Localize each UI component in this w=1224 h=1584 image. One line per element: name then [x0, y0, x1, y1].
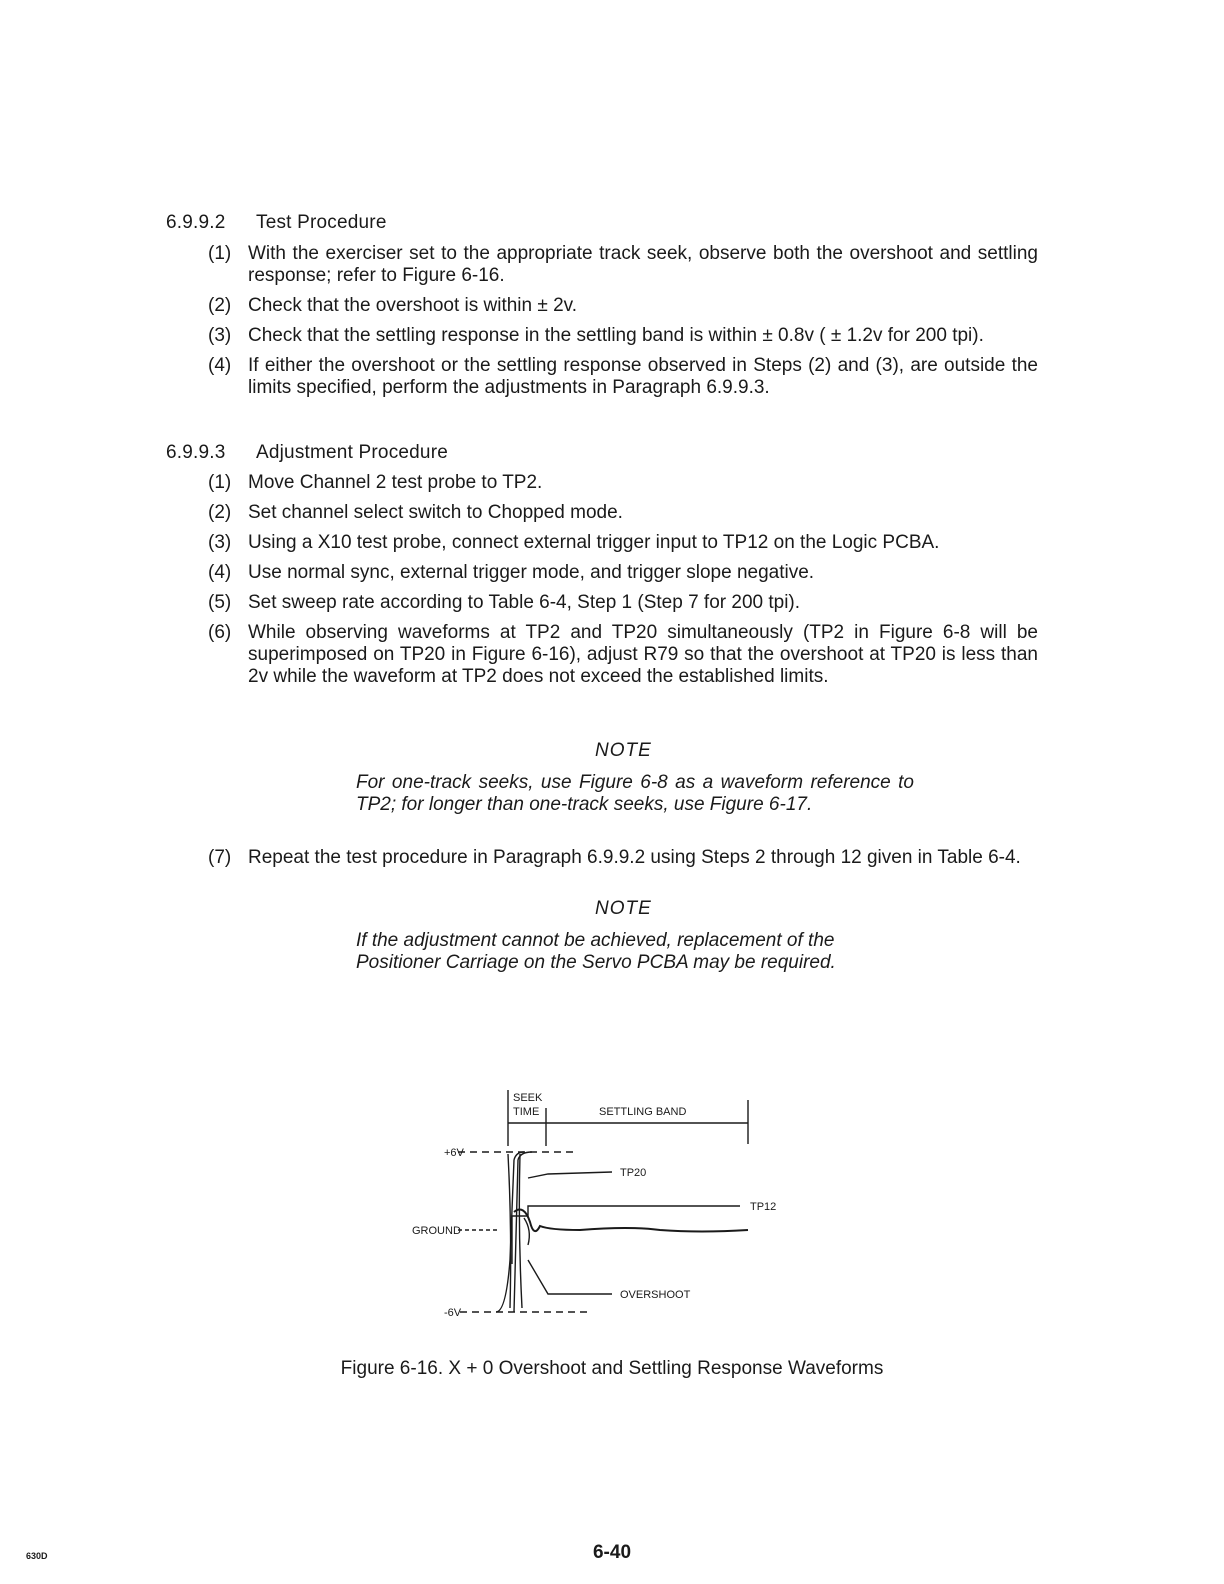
list-item: [208, 562, 1038, 584]
step-number: (7): [208, 847, 232, 868]
step-number: (6): [208, 622, 232, 643]
step-text: Repeat the test procedure in Paragraph 6.9.9.2 using Steps 2 through 12 given in Table 6-4.: [248, 847, 1021, 868]
list-item: [208, 472, 1038, 494]
page-number: 6-40: [592, 1542, 632, 1563]
overshoot-curve: [524, 1218, 529, 1245]
list-item: [208, 592, 1038, 614]
step-text: While observing waveforms at TP2 and TP20 simultaneously (TP2 in Figure 6-8 will be superimposed on TP20 in Figure 6-16), adjust R79 so that the overshoot at TP20 is less than 2v while the waveform at TP2 does not exceed the established limits.: [248, 622, 1038, 687]
step-text: If either the overshoot or the settling response observed in Steps (2) and (3), are outside the limits specified, perform the adjustments in Paragraph 6.9.9.3.: [248, 355, 1038, 398]
tp12-label: TP12: [750, 1201, 777, 1213]
list-item: [208, 847, 1038, 869]
time-label: TIME: [513, 1106, 540, 1118]
minus6v-label: -6V: [444, 1307, 462, 1319]
step-number: (3): [208, 532, 232, 553]
settling-band-label: SETTLING BAND: [599, 1106, 687, 1118]
list-item: [208, 502, 1038, 524]
note-text: For one-track seeks, use Figure 6-8 as a waveform reference to TP2; for longer than one-track seeks, use Figure 6-17.: [356, 772, 914, 815]
section-heading-adjustment-procedure: [166, 442, 448, 464]
overshoot-label: OVERSHOOT: [620, 1289, 691, 1301]
step-number: (4): [208, 562, 232, 583]
tp20-label: TP20: [620, 1167, 647, 1179]
step-number: (5): [208, 592, 232, 613]
step-number: (1): [208, 472, 232, 493]
list-item: [208, 532, 1038, 554]
section-heading-test-procedure: [166, 212, 387, 234]
waveform-figure: [400, 1080, 800, 1320]
model-mark: 630D: [26, 1551, 48, 1561]
adjustment-procedure-steps: [208, 472, 1038, 696]
step-text: With the exerciser set to the appropriate track seek, observe both the overshoot and settling response; refer to Figure 6-16.: [248, 243, 1038, 286]
step-number: (2): [208, 295, 232, 316]
seek-label: SEEK: [513, 1092, 543, 1104]
tp12-trace: [512, 1206, 740, 1264]
list-item: [208, 622, 1038, 688]
step-number: (4): [208, 355, 232, 376]
section-title: Adjustment Procedure: [256, 442, 448, 463]
note-title: NOTE: [595, 898, 652, 919]
step-text: Move Channel 2 test probe to TP2.: [248, 472, 543, 493]
adjustment-procedure-step-7: [208, 847, 1038, 877]
step-text: Use normal sync, external trigger mode, and trigger slope negative.: [248, 562, 815, 583]
step-number: (3): [208, 325, 232, 346]
step-text: Set channel select switch to Chopped mode.: [248, 502, 623, 523]
settling-waveform: [514, 1210, 748, 1232]
section-number: 6.9.9.2: [166, 212, 226, 233]
overshoot-pointer: [528, 1260, 612, 1294]
step-text: Check that the overshoot is within ± 2v.: [248, 295, 578, 316]
step-text: Using a X10 test probe, connect external trigger input to TP12 on the Logic PCBA.: [248, 532, 940, 553]
ground-label: GROUND: [412, 1225, 461, 1237]
step-number: (2): [208, 502, 232, 523]
list-item: [208, 295, 1038, 317]
list-item: [208, 325, 1038, 347]
step-number: (1): [208, 243, 232, 264]
plus6v-label: +6V: [444, 1147, 464, 1159]
test-procedure-steps: [208, 243, 1038, 407]
seek-trace-inner-2: [519, 1154, 522, 1308]
list-item: [208, 355, 1038, 399]
step-text: Check that the settling response in the settling band is within ± 0.8v ( ± 1.2v for 200 tpi).: [248, 325, 984, 346]
section-title: Test Procedure: [256, 212, 387, 233]
step-text: Set sweep rate according to Table 6-4, Step 1 (Step 7 for 200 tpi).: [248, 592, 801, 613]
note-title: NOTE: [595, 740, 652, 761]
figure-caption: Figure 6-16. X + 0 Overshoot and Settling Response Waveforms: [340, 1358, 884, 1379]
note-text: If the adjustment cannot be achieved, replacement of the Positioner Carriage on the Servo PCBA may be required.: [356, 930, 836, 973]
tp20-pointer: [528, 1172, 612, 1178]
list-item: [208, 243, 1038, 287]
section-number: 6.9.9.3: [166, 442, 226, 463]
seek-trace-inner: [508, 1154, 511, 1308]
